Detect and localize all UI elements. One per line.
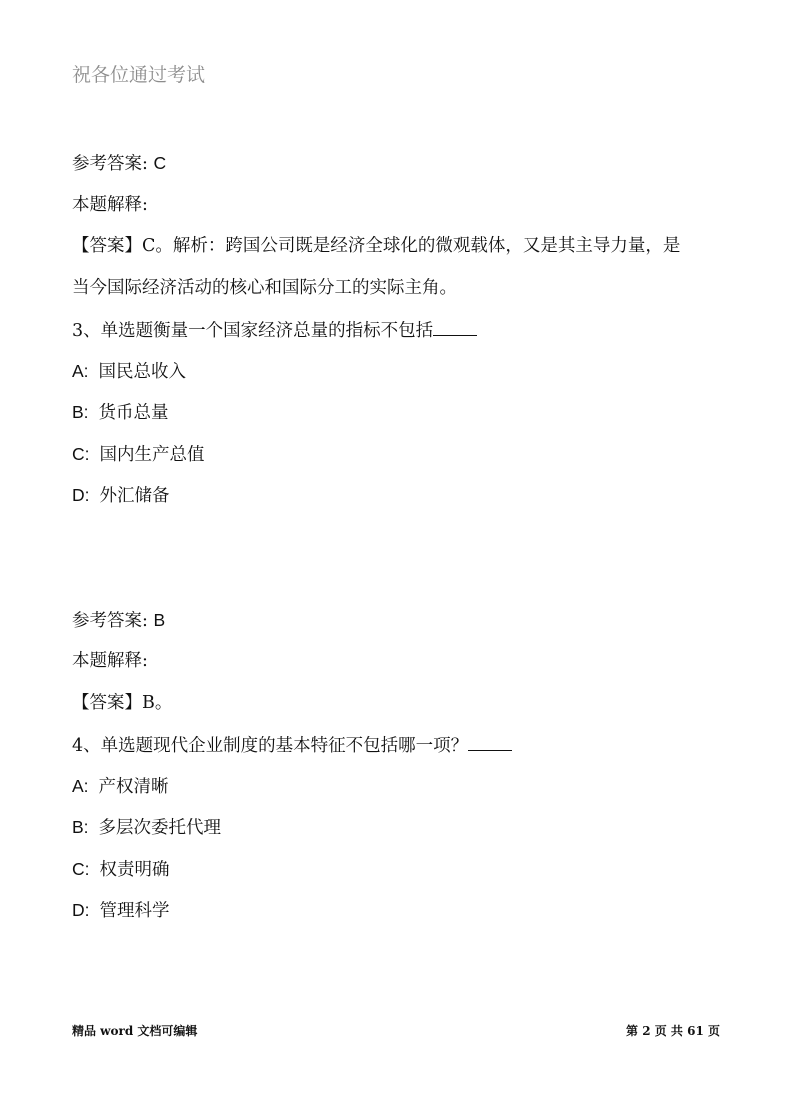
- option-b: [72, 815, 221, 840]
- explanation-text-line2: 当今国际经济活动的核心和国际分工的实际主角。: [72, 278, 457, 298]
- option-d: [72, 898, 170, 923]
- answer-line: [72, 608, 165, 633]
- answer-value: B: [153, 610, 166, 630]
- question-3: [72, 317, 477, 343]
- page-header: 祝各位通过考试: [72, 64, 206, 86]
- option-b: [72, 400, 169, 425]
- explanation-text-line1: 【答案】C。解析：跨国公司既是经济全球化的微观载体，又是其主导力量，是: [72, 236, 681, 256]
- answer-line: [72, 151, 166, 176]
- option-a: [72, 774, 169, 799]
- explanation-label: 本题解释:: [72, 651, 148, 671]
- option-letter: D:: [72, 900, 90, 920]
- option-letter: A:: [72, 776, 89, 796]
- option-text: 产权清晰: [98, 777, 169, 797]
- option-text: 多层次委托代理: [98, 818, 222, 838]
- option-letter: C:: [72, 444, 90, 464]
- answer-blank: [468, 732, 512, 751]
- option-letter: D:: [72, 485, 90, 505]
- option-text: 国民总收入: [98, 362, 187, 382]
- answer-blank: [433, 317, 477, 336]
- option-text: 权责明确: [99, 860, 170, 880]
- option-c: [72, 857, 170, 882]
- question-text: 4、单选题现代企业制度的基本特征不包括哪一项？: [72, 736, 469, 756]
- option-c: [72, 442, 205, 467]
- question-text: 3、单选题衡量一个国家经济总量的指标不包括: [72, 321, 434, 341]
- question-4: [72, 732, 512, 758]
- footer-left-text: 精品 word 文档可编辑: [72, 1024, 198, 1038]
- option-a: [72, 359, 186, 384]
- explanation-label: 本题解释:: [72, 195, 148, 215]
- option-text: 国内生产总值: [99, 445, 205, 465]
- option-text: 外汇储备: [99, 486, 170, 506]
- answer-label: 参考答案:: [72, 154, 148, 174]
- option-d: [72, 483, 170, 508]
- option-text: 货币总量: [98, 403, 169, 423]
- answer-value: C: [153, 153, 167, 173]
- explanation-text: 【答案】B。: [72, 693, 173, 713]
- answer-label: 参考答案:: [72, 611, 148, 631]
- option-letter: B:: [72, 817, 89, 837]
- option-letter: C:: [72, 859, 90, 879]
- option-letter: B:: [72, 402, 89, 422]
- page-number: 第 2 页 共 61 页: [626, 1024, 720, 1038]
- option-text: 管理科学: [99, 901, 170, 921]
- option-letter: A:: [72, 361, 89, 381]
